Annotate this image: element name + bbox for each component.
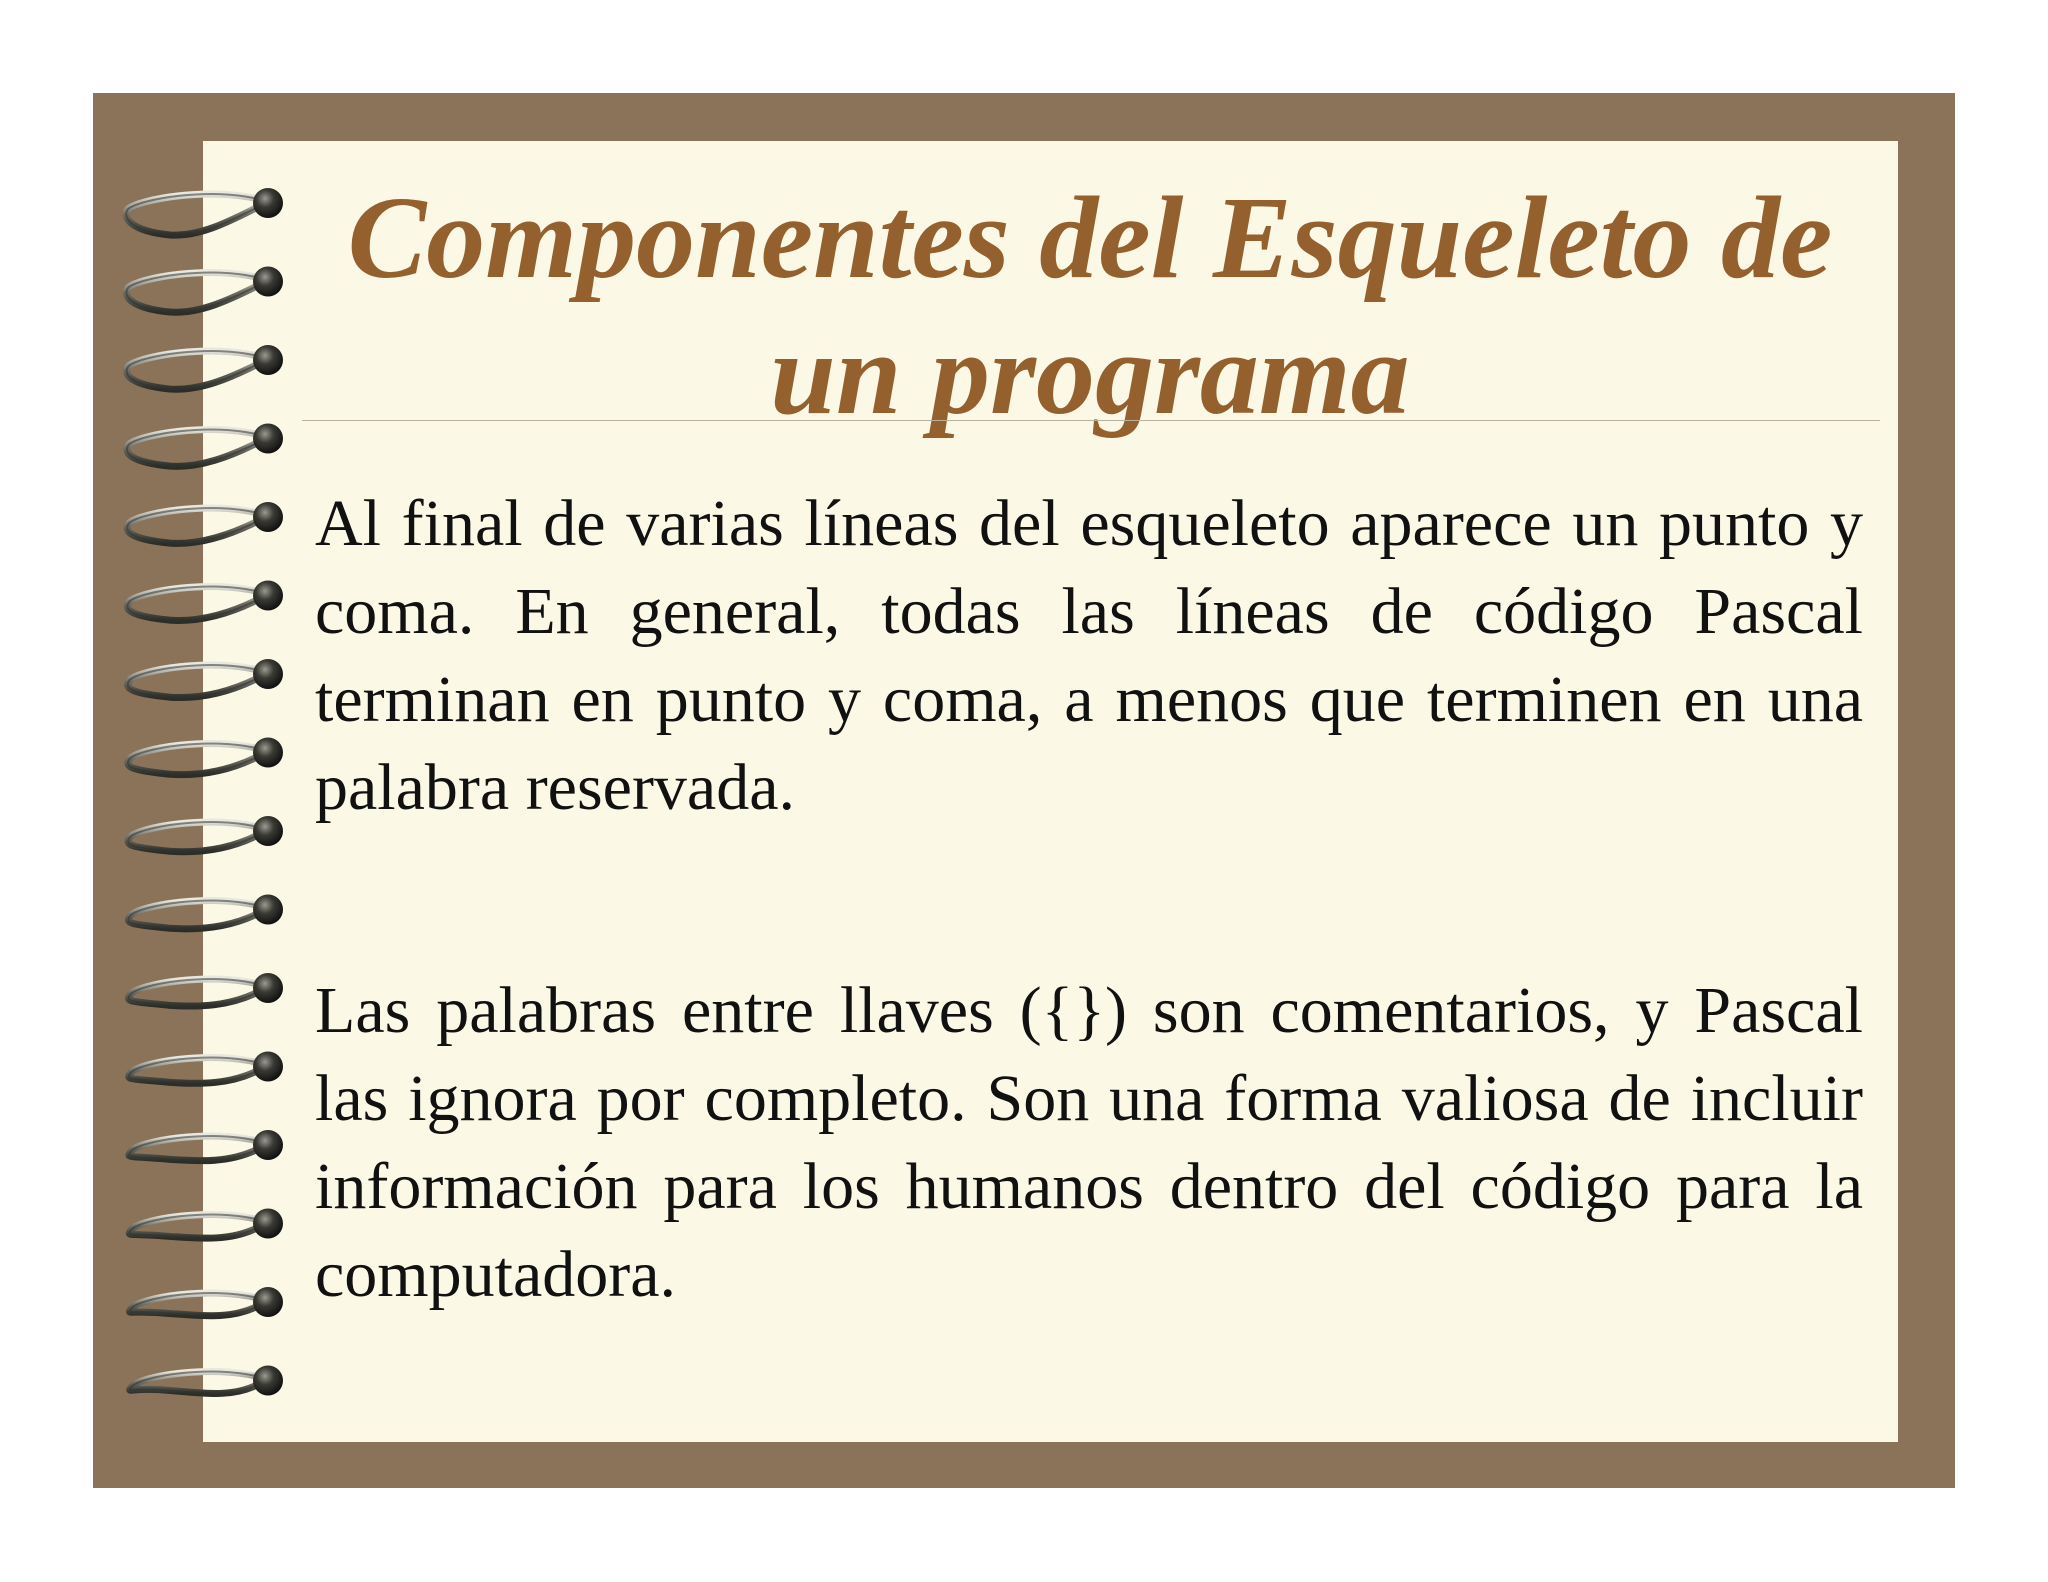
spiral-ring-icon bbox=[127, 581, 283, 621]
spiral-ring-icon bbox=[127, 345, 283, 389]
spiral-ring-icon bbox=[126, 267, 283, 313]
slide-title: Componentes del Esqueleto de un programa bbox=[347, 172, 1833, 439]
spiral-ring-icon bbox=[130, 1366, 283, 1396]
spiral-ring-icon bbox=[130, 1287, 283, 1317]
spiral-ring-icon bbox=[126, 188, 283, 235]
spiral-ring-icon bbox=[128, 895, 283, 929]
title-divider bbox=[302, 420, 1880, 421]
spiral-ring-icon bbox=[129, 1130, 283, 1161]
spiral-ring-icon bbox=[129, 973, 283, 1006]
spiral-ring-icon bbox=[127, 502, 283, 543]
spiral-binding-icon bbox=[110, 168, 290, 1438]
spiral-ring-icon bbox=[129, 1052, 283, 1084]
spiral-ring-icon bbox=[128, 738, 283, 775]
spiral-ring-icon bbox=[129, 1209, 283, 1239]
paragraph-comments: Las palabras entre llaves ({}) son comentarios, y Pascal las ignora por completo. Son una forma valiosa de incluir información para los humanos dentro del código para la computadora. bbox=[315, 974, 1863, 1311]
paragraph-semicolons: Al final de varias líneas del esqueleto aparece un punto y coma. En general, todas las líneas de código Pascal terminan en punto y coma, a menos que terminen en una palabra reservada. bbox=[315, 487, 1863, 824]
spiral-ring-icon bbox=[128, 816, 283, 852]
spiral-ring-icon bbox=[128, 659, 283, 698]
spiral-ring-icon bbox=[127, 424, 283, 467]
